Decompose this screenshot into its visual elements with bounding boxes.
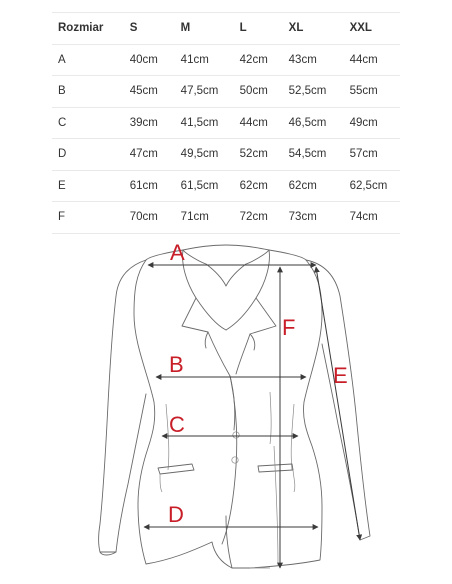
header-size-xxl: XXL bbox=[350, 13, 400, 45]
table-cell: 44cm bbox=[240, 107, 289, 139]
row-label: A bbox=[52, 44, 130, 76]
table-cell: 46,5cm bbox=[289, 107, 350, 139]
header-size-xl: XL bbox=[289, 13, 350, 45]
table-cell: 42cm bbox=[240, 44, 289, 76]
jacket-outline bbox=[99, 245, 371, 568]
header-size-s: S bbox=[130, 13, 181, 45]
row-label: F bbox=[52, 202, 130, 234]
row-label: B bbox=[52, 76, 130, 108]
size-header-row bbox=[52, 13, 400, 45]
table-cell: 57cm bbox=[350, 139, 400, 171]
table-row bbox=[52, 107, 400, 139]
table-cell: 52,5cm bbox=[289, 76, 350, 108]
table-cell: 49cm bbox=[350, 107, 400, 139]
size-table bbox=[52, 12, 400, 234]
label-a: A bbox=[170, 240, 185, 265]
table-cell: 74cm bbox=[350, 202, 400, 234]
table-cell: 41,5cm bbox=[181, 107, 240, 139]
table-cell: 47cm bbox=[130, 139, 181, 171]
label-e: E bbox=[333, 363, 348, 388]
table-cell: 62cm bbox=[240, 170, 289, 202]
table-cell: 55cm bbox=[350, 76, 400, 108]
table-row bbox=[52, 202, 400, 234]
table-row bbox=[52, 139, 400, 171]
table-cell: 73cm bbox=[289, 202, 350, 234]
label-d: D bbox=[168, 502, 184, 527]
row-label: E bbox=[52, 170, 130, 202]
table-cell: 70cm bbox=[130, 202, 181, 234]
label-b: B bbox=[169, 352, 184, 377]
table-row bbox=[52, 170, 400, 202]
table-cell: 45cm bbox=[130, 76, 181, 108]
table-cell: 52cm bbox=[240, 139, 289, 171]
table-cell: 62,5cm bbox=[350, 170, 400, 202]
row-label: C bbox=[52, 107, 130, 139]
header-size-m: M bbox=[181, 13, 240, 45]
table-cell: 43cm bbox=[289, 44, 350, 76]
table-cell: 44cm bbox=[350, 44, 400, 76]
label-c: C bbox=[169, 412, 185, 437]
header-rozmiar: Rozmiar bbox=[52, 13, 130, 45]
table-cell: 50cm bbox=[240, 76, 289, 108]
table-cell: 72cm bbox=[240, 202, 289, 234]
table-cell: 71cm bbox=[181, 202, 240, 234]
table-cell: 47,5cm bbox=[181, 76, 240, 108]
table-row bbox=[52, 76, 400, 108]
table-cell: 49,5cm bbox=[181, 139, 240, 171]
table-row bbox=[52, 44, 400, 76]
label-f: F bbox=[282, 315, 296, 340]
table-cell: 61cm bbox=[130, 170, 181, 202]
table-cell: 39cm bbox=[130, 107, 181, 139]
measure-line-e bbox=[316, 267, 360, 540]
header-size-l: L bbox=[240, 13, 289, 45]
table-cell: 62cm bbox=[289, 170, 350, 202]
table-cell: 61,5cm bbox=[181, 170, 240, 202]
table-cell: 41cm bbox=[181, 44, 240, 76]
jacket-diagram bbox=[0, 234, 452, 584]
row-label: D bbox=[52, 139, 130, 171]
table-cell: 54,5cm bbox=[289, 139, 350, 171]
table-cell: 40cm bbox=[130, 44, 181, 76]
